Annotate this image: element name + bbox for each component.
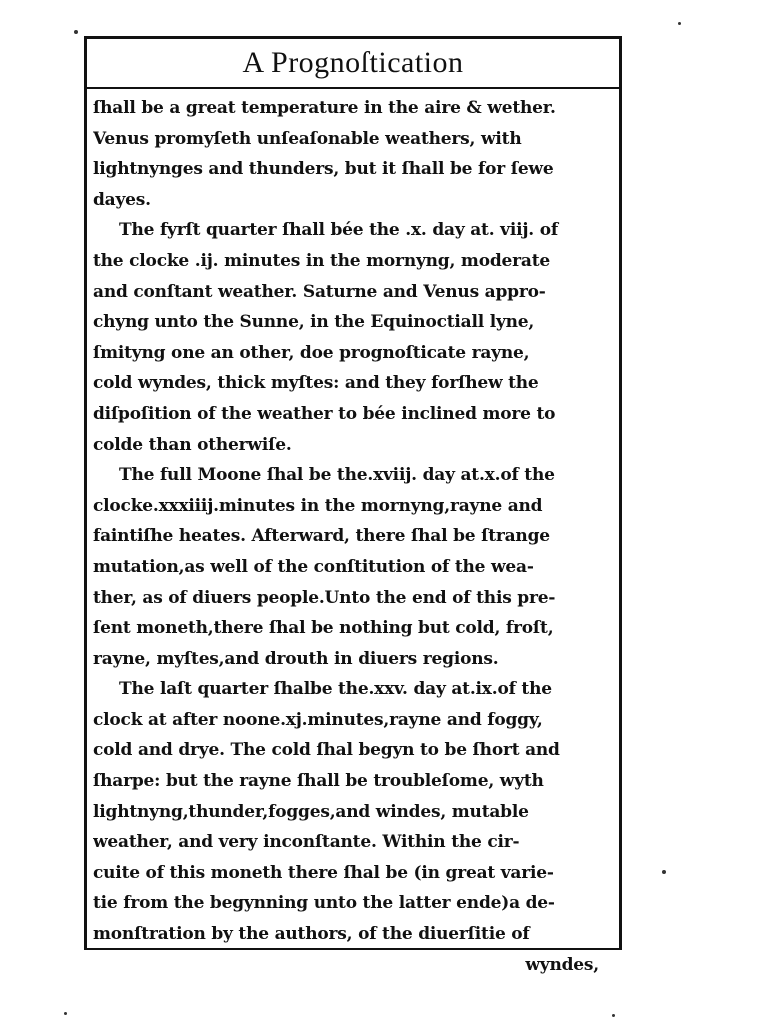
text-line: ſhall be a great temperature in the aire & wether.	[93, 98, 556, 118]
text-line: ſharpe: but the rayne ſhall be troubleſome, wyth	[93, 771, 544, 792]
scan-speck	[74, 30, 78, 34]
page-frame	[84, 36, 622, 975]
scan-speck	[662, 870, 666, 874]
text-line: Venus promyſeth unſeaſonable weathers, with	[93, 128, 522, 149]
text-line: lightnyng,thunder,fogges,and windes, mutable	[93, 801, 529, 822]
text-line: cold wyndes, thick myſtes: and they forſhew the	[93, 373, 539, 394]
catchword: wyndes,	[525, 954, 599, 975]
text-line: faintiſhe heates. Afterward, there ſhal be ſtrange	[93, 526, 550, 547]
text-line: ſmityng one an other, doe prognoſticate rayne,	[93, 342, 530, 363]
text-line: The full Moone ſhal be the.xviij. day at.x.of the	[119, 465, 555, 486]
text-line: cuite of this moneth there ſhal be (in great varie-	[93, 862, 554, 883]
page-title: A Prognoſtication	[242, 46, 464, 79]
text-line: ſent moneth,there ſhal be nothing but cold, froſt,	[93, 618, 554, 639]
header-box	[87, 39, 619, 89]
text-line: cold and drye. The cold ſhal begyn to be ſhort and	[93, 740, 560, 761]
text-line: dayes.	[93, 189, 151, 210]
scan-speck	[678, 22, 681, 25]
text-line: the clocke .ij. minutes in the mornyng, moderate	[93, 250, 551, 271]
text-line: The laſt quarter ſhalbe the.xxv. day at.ix.of the	[119, 679, 552, 700]
text-line: The fyrſt quarter ſhall bée the .x. day at. viij. of	[119, 220, 558, 241]
text-line: colde than otherwiſe.	[93, 434, 292, 455]
text-line: mutation,as well of the conſtitution of the wea-	[93, 556, 534, 577]
text-line: diſpoſition of the weather to bée inclined more to	[93, 403, 556, 424]
text-line: tie from the begynning unto the latter ende)a de-	[93, 893, 555, 914]
text-line: ther, as of diuers people.Unto the end of this pre-	[93, 587, 556, 608]
text-line: monſtration by the authors, of the diuerſitie of	[93, 924, 530, 945]
text-line: chyng unto the Sunne, in the Equinoctiall lyne,	[93, 312, 535, 333]
text-line: lightnynges and thunders, but it ſhall be for ſewe	[93, 159, 554, 180]
text-line: rayne, myſtes,and drouth in diuers regions.	[93, 648, 499, 669]
text-line: and conſtant weather. Saturne and Venus appro-	[93, 281, 546, 302]
text-line: weather, and very inconſtante. Within the cir-	[93, 832, 520, 853]
scan-speck	[64, 1012, 67, 1015]
text-line: clock at after noone.xj.minutes,rayne and foggy,	[93, 709, 543, 730]
scan-speck	[612, 1014, 615, 1017]
body-text	[93, 93, 615, 980]
text-line: clocke.xxxiiij.minutes in the mornyng,rayne and	[93, 495, 543, 516]
